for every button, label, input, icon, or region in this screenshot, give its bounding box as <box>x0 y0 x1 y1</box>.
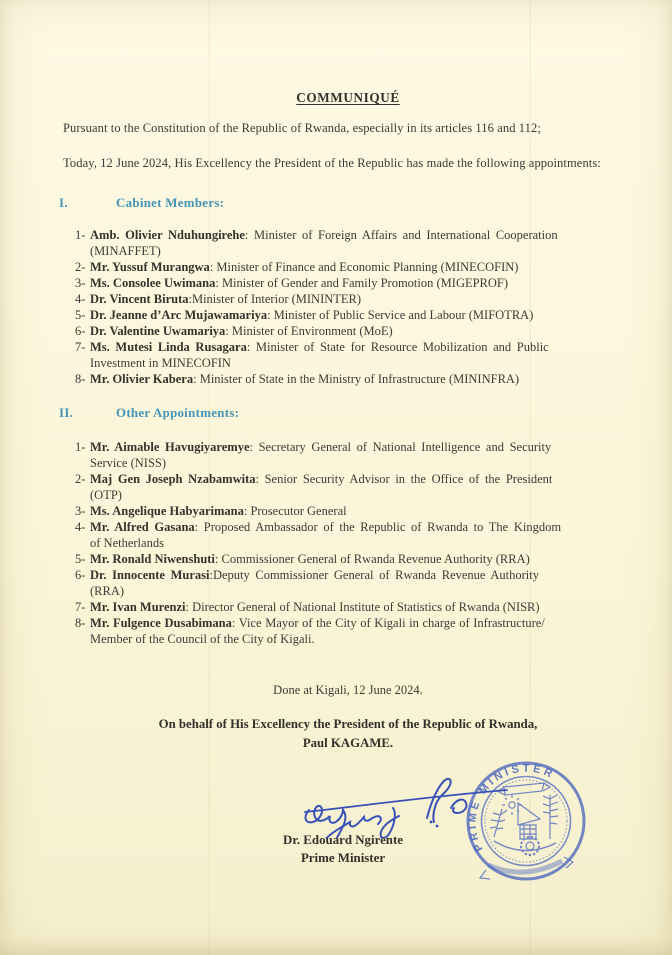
item-text <box>90 615 633 647</box>
appointee-name: Dr. Jeanne d’Arc Mujawamariya <box>90 308 268 323</box>
item-text <box>90 599 633 615</box>
item-text <box>90 307 633 323</box>
appointee-name: Amb. Olivier Nduhungirehe <box>90 228 245 243</box>
appointee-name: Mr. Fulgence Dusabimana <box>90 616 232 631</box>
item-number: 1- <box>75 228 86 243</box>
appointee-role: : Minister of Finance and Economic Planning (MINECOFIN) <box>209 260 519 275</box>
list-item <box>75 291 633 307</box>
appointee-role-cont: (OTP) <box>90 488 122 503</box>
item-text <box>90 323 633 339</box>
section-numeral: II. <box>59 406 74 421</box>
appointee-name: Ms. Consolee Uwimana <box>90 276 216 291</box>
appointee-role-cont: of Netherlands <box>90 536 164 551</box>
item-number: 3- <box>75 504 86 519</box>
appointee-name: Mr. Olivier Kabera <box>90 372 194 387</box>
signer-name: Dr. Edouard Ngirente <box>283 833 403 847</box>
list-item <box>75 307 633 323</box>
list-item <box>75 439 633 471</box>
list-item <box>75 339 633 371</box>
appointee-name: Mr. Aimable Havugiyaremye <box>90 440 250 455</box>
list-item <box>75 567 633 599</box>
appointee-role-cont: Service (NISS) <box>90 456 167 471</box>
appointee-name: Dr. Innocente Murasi <box>90 568 210 583</box>
appointee-role: : Minister of State in the Ministry of Infrastructure (MININFRA) <box>193 372 520 387</box>
intro-paragraph-2: Today, 12 June 2024, His Excellency the President of the Republic has made the following appointments: <box>63 156 601 171</box>
appointee-role-cont: (RRA) <box>90 584 125 599</box>
list-item <box>75 227 633 259</box>
appointee-name: Dr. Vincent Biruta <box>90 292 189 307</box>
section-heading-cabinet-members <box>59 195 633 211</box>
appointee-role: : Minister of Foreign Affairs and International Cooperation <box>244 228 558 243</box>
on-behalf-block <box>63 715 633 752</box>
other-appointments-list <box>75 439 633 647</box>
appointee-name: Mr. Alfred Gasana <box>90 520 195 535</box>
list-item <box>75 275 633 291</box>
item-number: 2- <box>75 472 86 487</box>
appointee-role: :Minister of Interior (MININTER) <box>188 292 362 307</box>
item-text <box>90 291 633 307</box>
appointee-role: :Deputy Commissioner General of Rwanda Revenue Authority <box>209 568 539 583</box>
page-title: COMMUNIQUÉ <box>296 90 400 105</box>
on-behalf-line2: Paul KAGAME. <box>302 735 394 750</box>
list-item <box>75 519 633 551</box>
item-text <box>90 227 633 259</box>
list-item <box>75 371 633 387</box>
appointee-role-cont: Investment in MINECOFIN <box>90 356 231 371</box>
document-body <box>59 0 633 752</box>
appointee-role: : Prosecutor General <box>243 504 347 519</box>
appointee-role: : Vice Mayor of the City of Kigali in charge of Infrastructure/ <box>231 616 545 631</box>
item-text <box>90 275 633 291</box>
item-text <box>90 503 633 519</box>
item-text <box>90 471 633 503</box>
done-at-line: Done at Kigali, 12 June 2024. <box>273 683 423 698</box>
signer-title: Prime Minister <box>300 851 386 865</box>
appointee-role: : Director General of National Institute of Statistics of Rwanda (NISR) <box>185 600 540 615</box>
appointee-role: : Senior Security Advisor in the Office of the President <box>255 472 553 487</box>
list-item <box>75 503 633 519</box>
item-number: 3- <box>75 276 86 291</box>
list-item <box>75 259 633 275</box>
item-text <box>90 439 633 471</box>
section-heading-other-appointments <box>59 405 633 421</box>
appointee-role: : Commissioner General of Rwanda Revenue Authority (RRA) <box>214 552 530 567</box>
list-item <box>75 599 633 615</box>
item-text <box>90 339 633 371</box>
appointee-role: : Proposed Ambassador of the Republic of Rwanda to The Kingdom <box>194 520 562 535</box>
list-item <box>75 615 633 647</box>
item-number: 8- <box>75 372 86 387</box>
item-number: 5- <box>75 308 86 323</box>
signature-block <box>258 831 428 867</box>
appointee-role-cont: Member of the Council of the City of Kigali. <box>90 632 315 647</box>
stamp-arc-text: PRIME MINISTER <box>466 762 557 854</box>
appointee-name: Maj Gen Joseph Nzabamwita <box>90 472 256 487</box>
item-number: 4- <box>75 520 86 535</box>
appointee-role-cont: (MINAFFET) <box>90 244 161 259</box>
intro-paragraph-1: Pursuant to the Constitution of the Republic of Rwanda, especially in its articles 116 and 112; <box>63 121 541 135</box>
cabinet-members-list <box>75 227 633 387</box>
item-number: 1- <box>75 440 86 455</box>
appointee-name: Mr. Yussuf Murangwa <box>90 260 210 275</box>
prime-minister-stamp <box>460 749 596 904</box>
item-number: 7- <box>75 600 86 615</box>
item-number: 8- <box>75 616 86 631</box>
item-number: 2- <box>75 260 86 275</box>
section-numeral: I. <box>59 196 68 211</box>
appointee-name: Ms. Mutesi Linda Rusagara <box>90 340 247 355</box>
appointee-role: : Minister of Public Service and Labour (MIFOTRA) <box>267 308 534 323</box>
appointee-name: Mr. Ivan Murenzi <box>90 600 186 615</box>
item-text <box>90 371 633 387</box>
section-heading-label: Other Appointments: <box>116 406 240 421</box>
item-number: 6- <box>75 568 86 583</box>
list-item <box>75 471 633 503</box>
item-number: 4- <box>75 292 86 307</box>
section-heading-label: Cabinet Members: <box>116 196 225 211</box>
appointee-name: Mr. Ronald Niwenshuti <box>90 552 215 567</box>
item-text <box>90 551 633 567</box>
list-item <box>75 323 633 339</box>
list-item <box>75 551 633 567</box>
item-number: 6- <box>75 324 86 339</box>
svg-text:PRIME MINISTER <box>460 749 574 853</box>
item-number: 7- <box>75 340 86 355</box>
on-behalf-line1: On behalf of His Excellency the President of the Republic of Rwanda, <box>158 717 538 732</box>
item-text <box>90 567 633 599</box>
item-text <box>90 259 633 275</box>
appointee-role: : Minister of Gender and Family Promotion (MIGEPROF) <box>215 276 509 291</box>
appointee-role: : Minister of Environment (MoE) <box>225 324 393 339</box>
appointee-name: Dr. Valentine Uwamariya <box>90 324 226 339</box>
appointee-name: Ms. Angelique Habyarimana <box>90 504 244 519</box>
appointee-role: : Minister of State for Resource Mobilization and Public <box>246 340 549 355</box>
item-number: 5- <box>75 552 86 567</box>
item-text <box>90 519 633 551</box>
appointee-role: : Secretary General of National Intelligence and Security <box>249 440 552 455</box>
